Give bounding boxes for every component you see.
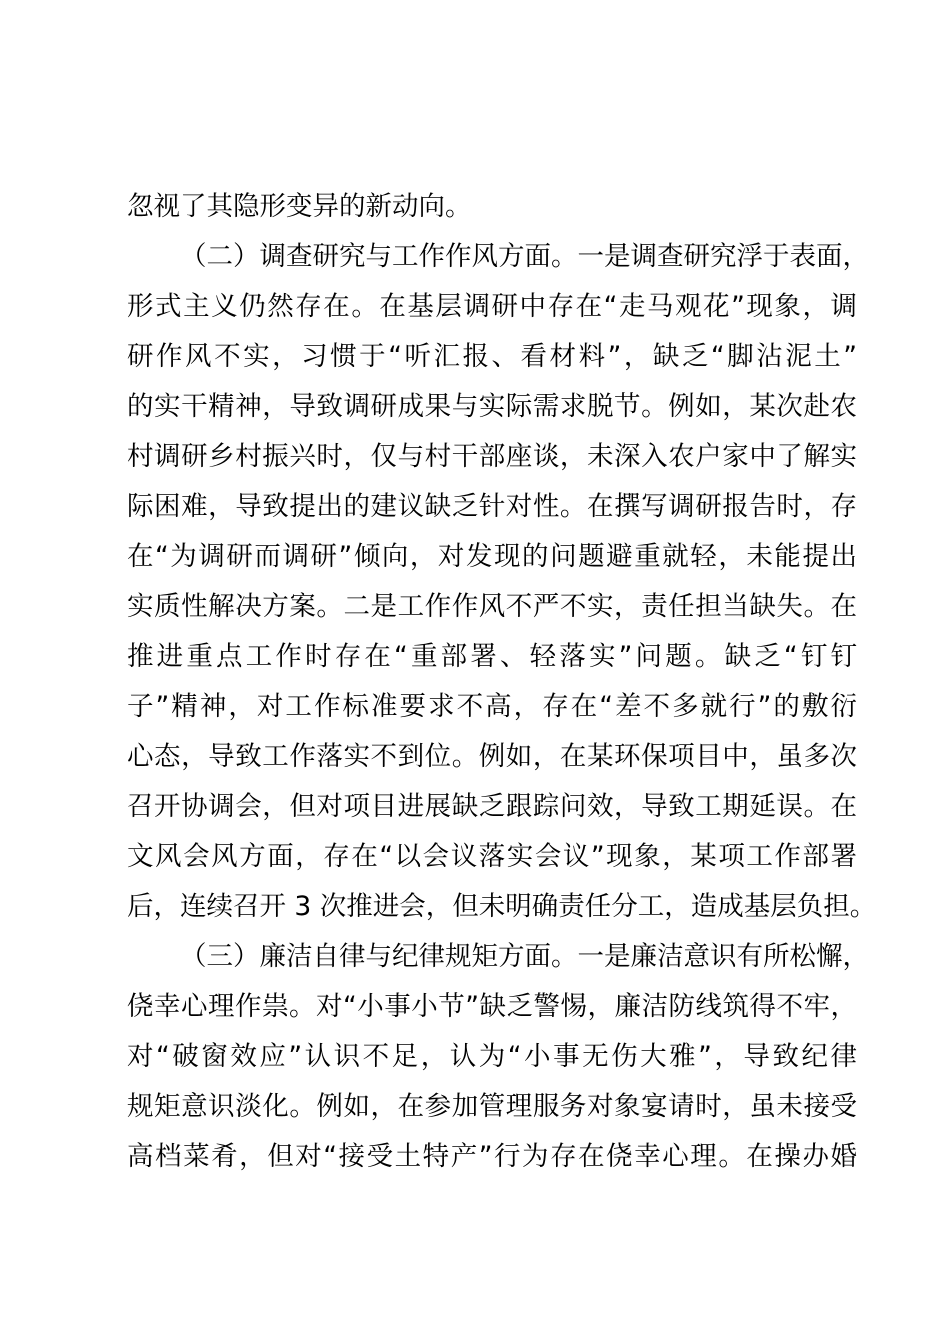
text-line: 子”精神，对工作标准要求不高，存在“差不多就行”的敷衍 <box>127 691 857 722</box>
text-line: 高档菜肴，但对“接受土特产”行为存在侥幸心理。在操办婚 <box>127 1141 857 1172</box>
body-text <box>127 182 877 1182</box>
text-line: 村调研乡村振兴时，仅与村干部座谈，未深入农户家中了解实 <box>127 441 857 472</box>
text-line: 规矩意识淡化。例如，在参加管理服务对象宴请时，虽未接受 <box>127 1091 857 1122</box>
text-line: 形式主义仍然存在。在基层调研中存在“走马观花”现象，调 <box>127 291 857 322</box>
text-line: 推进重点工作时存在“重部署、轻落实”问题。缺乏“钉钉 <box>127 641 857 672</box>
text-line: 侥幸心理作祟。对“小事小节”缺乏警惕，廉洁防线筑得不牢， <box>127 991 857 1022</box>
text-line: 对“破窗效应”认识不足，认为“小事无伤大雅”，导致纪律 <box>127 1041 857 1072</box>
text-line: 文风会风方面，存在“以会议落实会议”现象，某项工作部署 <box>127 841 857 872</box>
text-line: 忽视了其隐形变异的新动向。 <box>127 191 472 222</box>
text-line: 实质性解决方案。二是工作作风不严不实，责任担当缺失。在 <box>127 591 857 622</box>
paragraph-heading-line: （三）廉洁自律与纪律规矩方面。一是廉洁意识有所松懈， <box>180 941 869 972</box>
text-line: 际困难，导致提出的建议缺乏针对性。在撰写调研报告时，存 <box>127 491 857 522</box>
paragraph-heading-line: （二）调查研究与工作作风方面。一是调查研究浮于表面， <box>180 241 869 272</box>
text-line: 的实干精神，导致调研成果与实际需求脱节。例如，某次赴农 <box>127 391 857 422</box>
text-line: 研作风不实，习惯于“听汇报、看材料”，缺乏“脚沾泥土” <box>127 341 857 372</box>
text-line: 在“为调研而调研”倾向，对发现的问题避重就轻，未能提出 <box>127 541 857 572</box>
text-line: 召开协调会，但对项目进展缺乏跟踪问效，导致工期延误。在 <box>127 791 857 822</box>
text-line: 心态，导致工作落实不到位。例如，在某环保项目中，虽多次 <box>127 741 857 772</box>
text-line: 后，连续召开 3 次推进会，但未明确责任分工，造成基层负担。 <box>127 891 877 922</box>
